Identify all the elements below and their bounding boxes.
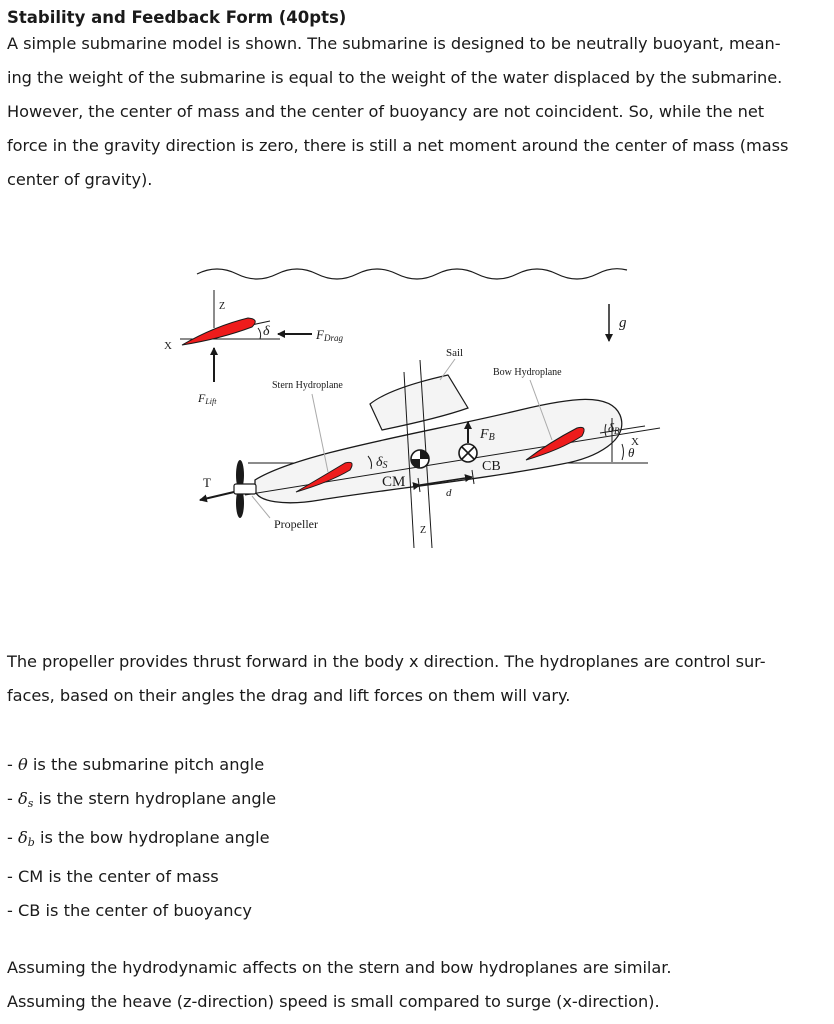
- submarine-diagram: [0, 240, 834, 570]
- cb-marker: [459, 444, 477, 462]
- thrust-arrow: [200, 492, 234, 500]
- sail-label: Sail: [446, 347, 464, 359]
- f-lift-main: F: [198, 391, 206, 405]
- delta-s-sub: S: [382, 460, 388, 471]
- z-world-label: Z: [219, 301, 226, 312]
- z-body-label: Z: [420, 525, 427, 536]
- water-surface-line: [197, 269, 627, 279]
- definition-subscript: b: [27, 836, 35, 849]
- f-drag-sub: Drag: [323, 333, 343, 343]
- definition-text: CM is the center of mass: [18, 867, 219, 886]
- f-drag-main: F: [316, 327, 324, 342]
- definition-list: [7, 748, 276, 928]
- f-lift-sub: Lift: [205, 397, 217, 406]
- delta-b-sub: B: [614, 426, 620, 436]
- definition-symbol: δ: [18, 828, 28, 847]
- d-label: d: [446, 487, 452, 499]
- definition-item: - CB is the center of buoyancy: [7, 901, 252, 920]
- sail: [370, 375, 468, 430]
- assumptions-paragraph: [7, 951, 825, 1019]
- definition-text: is the bow hydroplane angle: [34, 828, 270, 847]
- bow-hydroplane-label: Bow Hydroplane: [493, 367, 562, 378]
- intro-line: ing the weight of the submarine is equal to the weight of the water displaced by the submarine.: [7, 68, 783, 87]
- delta-label: δ: [263, 324, 270, 339]
- theta-label: θ: [628, 445, 635, 460]
- gravity-group: [609, 304, 627, 341]
- intro-line: force in the gravity direction is zero, there is still a net moment around the center of mass (mass: [7, 136, 789, 155]
- definition-symbol: θ: [18, 755, 28, 774]
- f-drag-label: [315, 327, 343, 343]
- propeller-line: faces, based on their angles the drag and lift forces on them will vary.: [7, 686, 571, 705]
- theta-arc: [622, 444, 624, 460]
- intro-paragraph: [7, 27, 825, 197]
- definition-text: is the submarine pitch angle: [27, 755, 265, 774]
- f-b-sub: B: [488, 432, 495, 443]
- intro-line: A simple submarine model is shown. The submarine is designed to be neutrally buoyant, mean-: [7, 34, 781, 53]
- thrust-label: T: [203, 475, 211, 490]
- intro-line: However, the center of mass and the center of buoyancy are not coincident. So, while the net: [7, 102, 765, 121]
- definition-item: - $\delta_s$ is the stern hydroplane angle: [7, 789, 277, 810]
- x-body-label: X: [631, 436, 639, 448]
- cb-label: CB: [482, 459, 501, 474]
- delta-angle-arc: [258, 328, 261, 339]
- propeller-label: Propeller: [274, 517, 318, 531]
- f-lift-label: [197, 391, 217, 406]
- definition-item: - $\delta_b$ is the bow hydroplane angle: [7, 828, 270, 849]
- propeller-paragraph: [7, 645, 825, 713]
- intro-line: center of gravity).: [7, 170, 153, 189]
- definition-item: - θ is the submarine pitch angle: [7, 755, 265, 774]
- submarine-group: [200, 347, 660, 548]
- propeller: [234, 460, 256, 518]
- assumption-line: Assuming the heave (z-direction) speed is small compared to surge (x-direction).: [7, 992, 660, 1011]
- f-b-main: F: [480, 427, 489, 442]
- definition-item: - CM is the center of mass: [7, 867, 219, 886]
- propeller-line: The propeller provides thrust forward in the body x direction. The hydroplanes are control sur-: [7, 652, 766, 671]
- x-world-label: X: [164, 340, 172, 352]
- cm-label: CM: [382, 474, 406, 490]
- gravity-label: g: [619, 315, 627, 331]
- world-hydrofoil: [182, 318, 255, 345]
- definition-text: CB is the center of buoyancy: [18, 901, 252, 920]
- definition-text: is the stern hydroplane angle: [33, 789, 277, 808]
- definition-subscript: s: [27, 797, 34, 810]
- delta-s-main: δ: [376, 455, 383, 470]
- delta-b-main: δ: [608, 420, 615, 435]
- stern-hydroplane-label: Stern Hydroplane: [272, 380, 343, 391]
- definition-symbol: δ: [18, 789, 28, 808]
- cm-marker: [411, 450, 429, 468]
- assumption-line: Assuming the hydrodynamic affects on the stern and bow hydroplanes are similar.: [7, 958, 672, 977]
- page-title: Stability and Feedback Form (40pts): [7, 8, 347, 27]
